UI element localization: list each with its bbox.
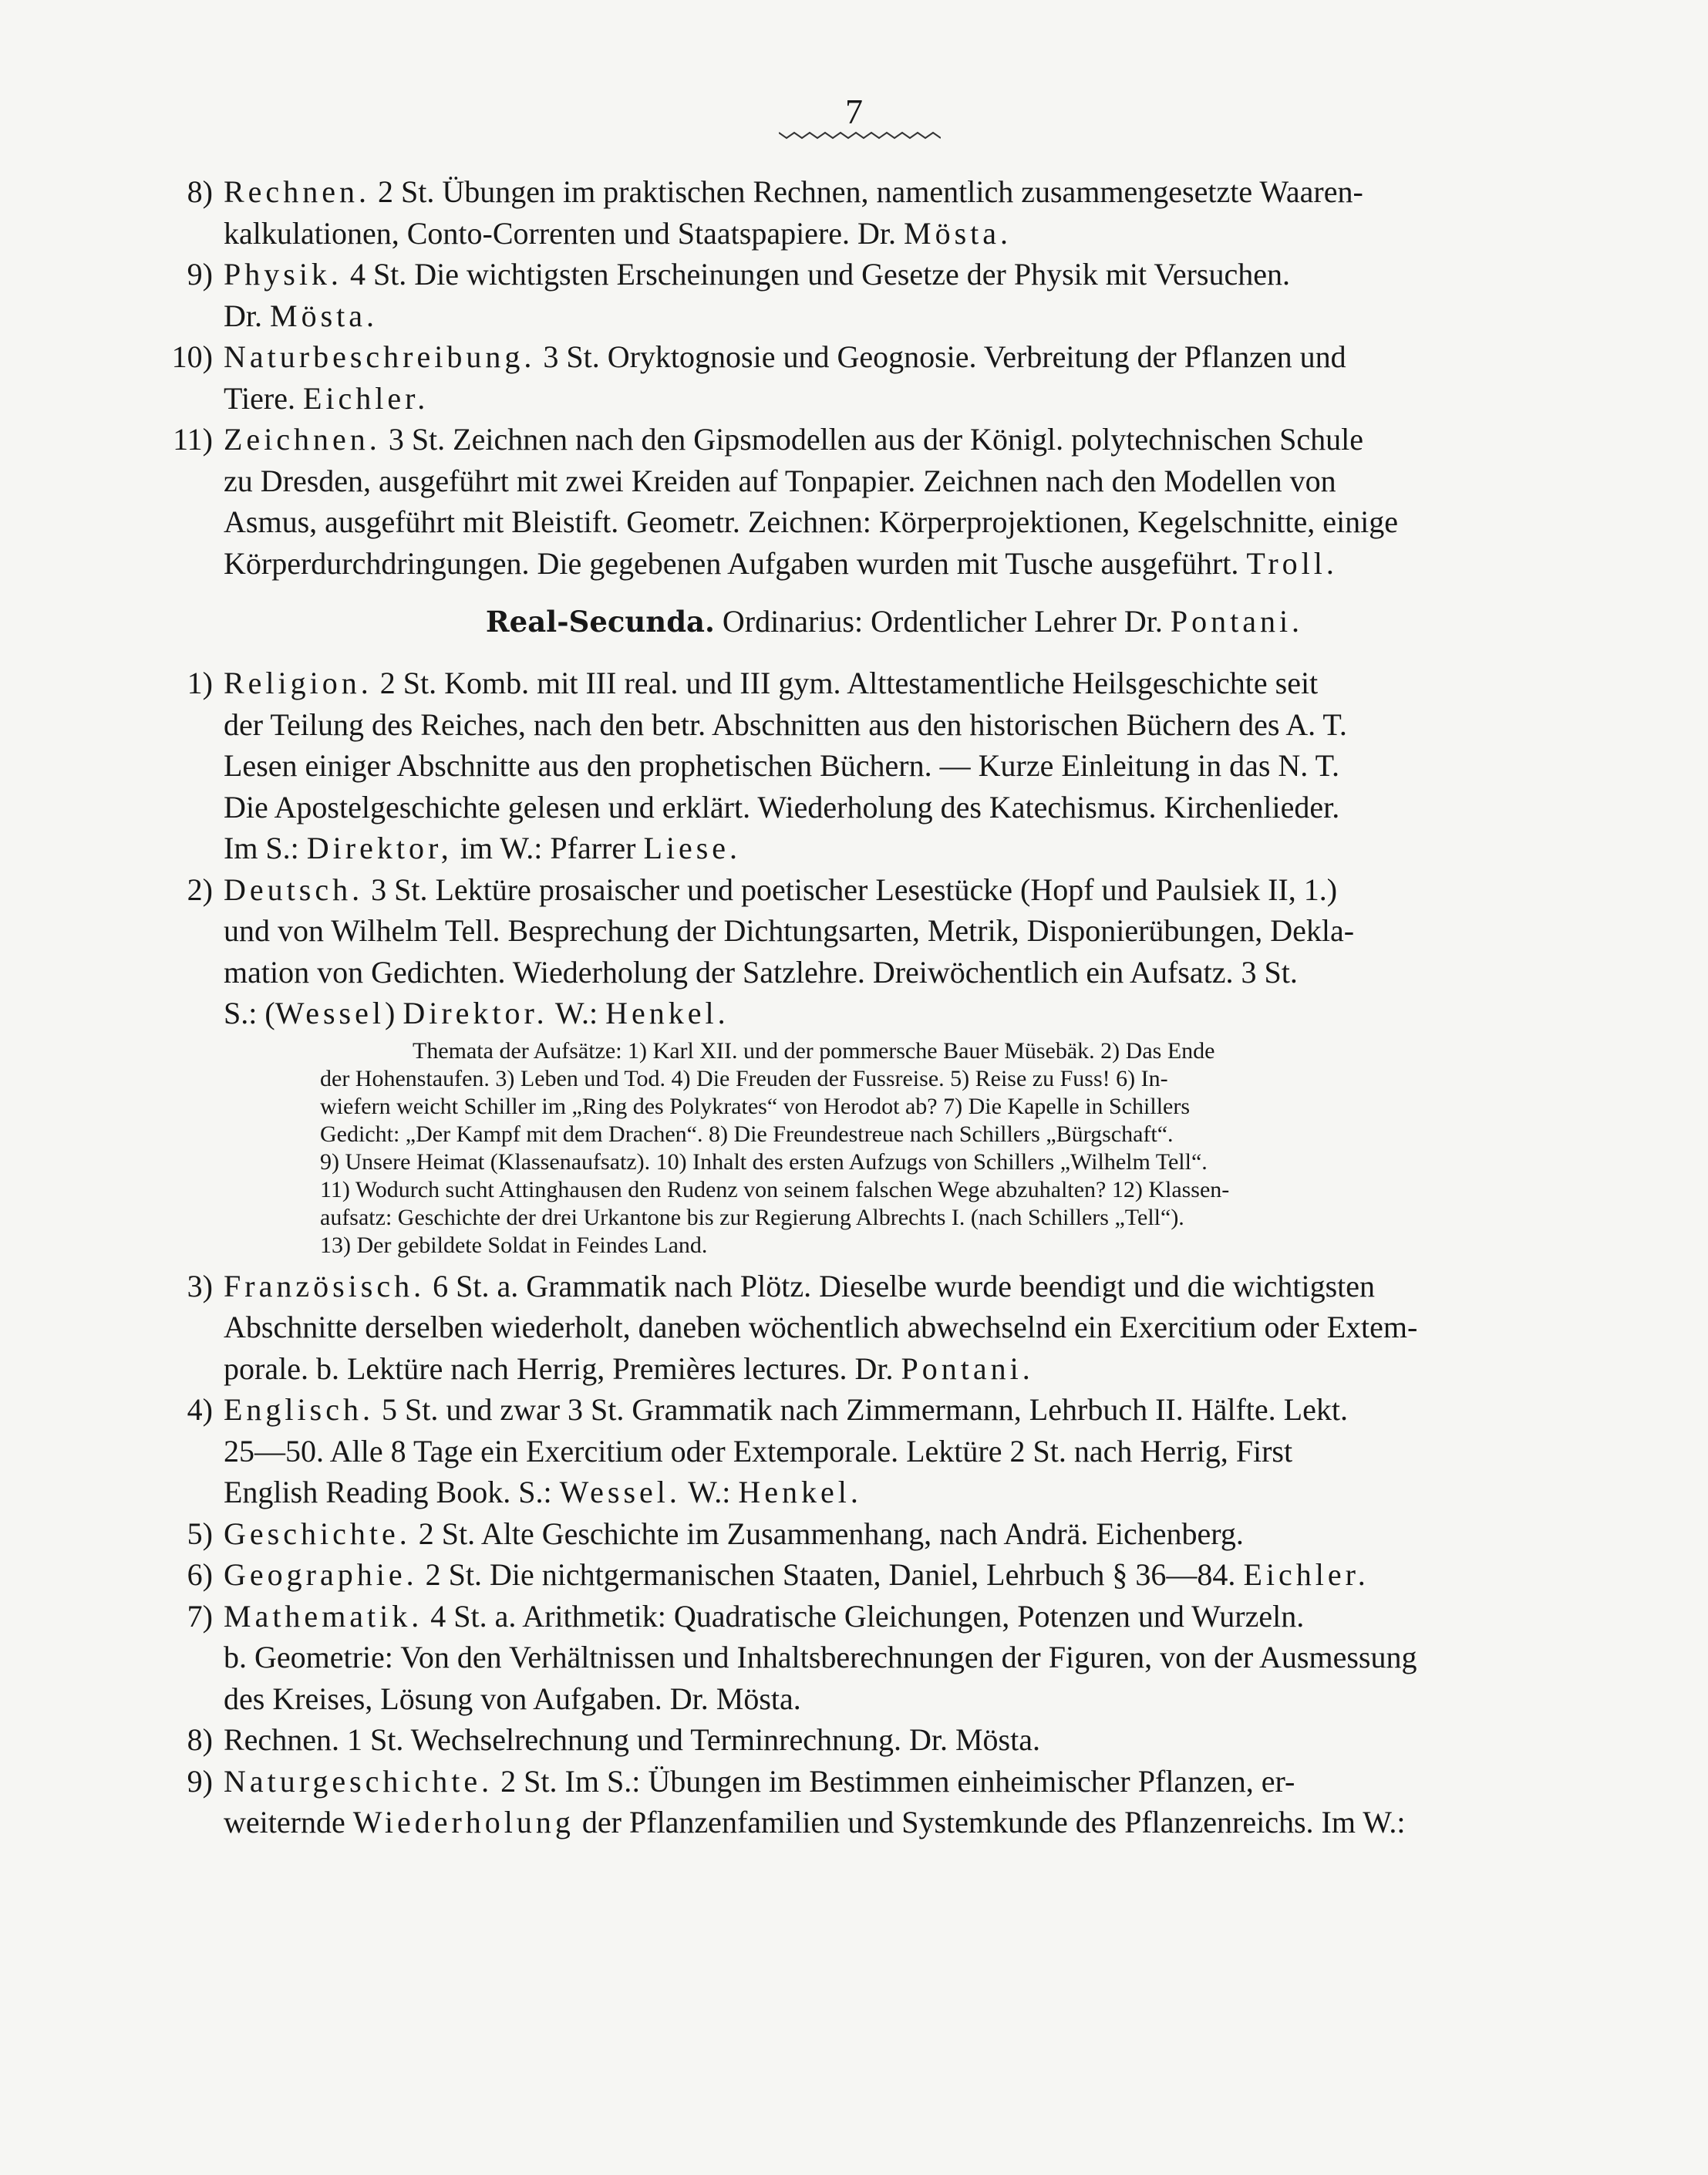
- teacher-name: Liese.: [643, 831, 742, 865]
- subject-title: Zeichnen.: [224, 422, 381, 457]
- essay-topics-line: aufsatz: Geschichte der drei Urkantone bis zur Regierung Albrechts I. (nach Schillers „Tell“).: [320, 1204, 1184, 1230]
- class-title: Real-Secunda.: [485, 605, 715, 639]
- entry-text: 25—50. Alle 8 Tage ein Exercitium oder Extemporale. Lektüre 2 St. nach Herrig, First: [224, 1433, 1293, 1469]
- teacher-name: Troll.: [1246, 545, 1338, 581]
- page-content: [154, 171, 1565, 1843]
- entry-text: Asmus, ausgeführt mit Bleistift. Geometr. Zeichnen: Körperprojektionen, Kegelschnitte, einige: [224, 504, 1398, 539]
- entry-number: 11): [173, 422, 213, 457]
- ordinarius-name: Pontani.: [1170, 604, 1304, 639]
- entry-text: W.:: [547, 996, 606, 1030]
- entry-text: 3 St. Oryktognosie und Geognosie. Verbreitung der Pflanzen und: [535, 339, 1346, 374]
- entry-text: 2 St. Die nichtgermanischen Staaten, Daniel, Lehrbuch § 36—84.: [417, 1557, 1244, 1592]
- entry-physik: [154, 254, 1565, 336]
- entry-text: 4 St. Die wichtigsten Erscheinungen und Gesetze der Physik mit Versuchen.: [342, 257, 1290, 292]
- entry-number: 6): [187, 1557, 213, 1592]
- entry-text: ): [385, 996, 403, 1030]
- teacher-name: Direktor.: [403, 996, 548, 1030]
- entry-text: b. Geometrie: Von den Verhältnissen und Inhaltsberechnungen der Figuren, von der Ausmessung: [224, 1640, 1417, 1674]
- entry-number: 8): [187, 1722, 213, 1757]
- teacher-name: Wessel.: [559, 1475, 681, 1509]
- essay-topics-line: 11) Wodurch sucht Attinghausen den Rudenz von seinem falschen Wege abzuhalten? 12) Klassen-: [320, 1176, 1230, 1202]
- entry-text: Tiere.: [224, 380, 303, 416]
- teacher-name: Mösta.: [716, 1681, 801, 1716]
- entry-number: 5): [187, 1516, 213, 1551]
- section-heading: [154, 601, 1565, 642]
- teacher-name: Eichenberg.: [1096, 1516, 1244, 1551]
- teacher-name: Mösta.: [904, 215, 1012, 251]
- teacher-name: Henkel.: [738, 1475, 862, 1509]
- teacher-name: Pontani.: [901, 1351, 1034, 1386]
- essay-topics-line: Themata der Aufsätze: 1) Karl XII. und der pommersche Bauer Müsebäk. 2) Das Ende: [413, 1037, 1215, 1064]
- entry-text: kalkulationen, Conto-Correnten und Staatspapiere. Dr.: [224, 215, 905, 251]
- entry-englisch: [154, 1389, 1565, 1513]
- teacher-name: Mösta.: [270, 298, 378, 333]
- entry-text: 2 St. Komb. mit III real. und III gym. Alttestamentliche Heilsgeschichte seit: [372, 666, 1319, 700]
- essay-topics: [154, 1037, 1565, 1259]
- teacher-name: Eichler.: [1243, 1557, 1369, 1592]
- entry-text: im W.: Pfarrer: [452, 831, 644, 865]
- entry-text: 1 St. Wechselrechnung und Terminrechnung. Dr.: [339, 1722, 955, 1757]
- subject-title: Physik.: [224, 257, 342, 292]
- ordinarius-text: Ordinarius: Ordentlicher Lehrer Dr.: [714, 604, 1171, 639]
- entry-text: Im S.:: [224, 831, 307, 865]
- entry-number: 9): [187, 1763, 213, 1799]
- subject-title: Rechnen.: [224, 1722, 339, 1757]
- essay-topics-line: 9) Unsere Heimat (Klassenaufsatz). 10) Inhalt des ersten Aufzugs von Schillers „Wilhelm Tell“.: [320, 1148, 1208, 1175]
- entry-text: und von Wilhelm Tell. Besprechung der Dichtungsarten, Metrik, Disponierübungen, Dekla-: [224, 913, 1355, 948]
- entry-text: porale. b. Lektüre nach Herrig, Premières lectures. Dr.: [224, 1351, 901, 1386]
- entry-text: des Kreises, Lösung von Aufgaben. Dr.: [224, 1681, 716, 1716]
- entry-text: 4 St. a. Arithmetik: Quadratische Gleichungen, Potenzen und Wurzeln.: [423, 1598, 1305, 1634]
- essay-topics-line: 13) Der gebildete Soldat in Feindes Land.: [320, 1232, 708, 1258]
- entry-text: 3 St. Lektüre prosaischer und poetischer Lesestücke (Hopf und Paulsiek II, 1.): [363, 872, 1338, 907]
- essay-topics-line: der Hohenstaufen. 3) Leben und Tod. 4) Die Freuden der Fussreise. 5) Reise zu Fuss! 6) In-: [320, 1065, 1168, 1091]
- entry-naturgeschichte: [154, 1761, 1565, 1843]
- entry-number: 10): [171, 339, 213, 374]
- subject-title: Religion.: [224, 666, 372, 700]
- essay-topics-line: Gedicht: „Der Kampf mit dem Drachen“. 8) Die Freundestreue nach Schillers „Bürgschaft“.: [320, 1121, 1174, 1147]
- entry-text: W.:: [680, 1475, 739, 1509]
- entry-text: zu Dresden, ausgeführt mit zwei Kreiden auf Tonpapier. Zeichnen nach den Modellen von: [224, 463, 1336, 498]
- subject-title: Deutsch.: [224, 872, 364, 907]
- teacher-name: Mösta.: [955, 1722, 1040, 1757]
- entry-rechnen-secunda: [154, 1719, 1565, 1761]
- subject-title: Naturbeschreibung.: [224, 339, 536, 374]
- entry-franzoesisch: [154, 1266, 1565, 1390]
- entry-number: 2): [187, 872, 213, 907]
- entry-geschichte: [154, 1513, 1565, 1555]
- entry-text: English Reading Book. S.:: [224, 1475, 560, 1509]
- subject-title: Naturgeschichte.: [224, 1763, 494, 1799]
- entry-deutsch: [154, 869, 1565, 1034]
- entry-text-spaced: Wiederholung: [352, 1805, 574, 1839]
- entry-text: 2 St. Übungen im praktischen Rechnen, namentlich zusammengesetzte Waaren-: [369, 174, 1363, 209]
- entry-text: Abschnitte derselben wiederholt, daneben wöchentlich abwechselnd ein Exercitium oder Extem-: [224, 1310, 1418, 1344]
- teacher-name: Wessel: [275, 996, 385, 1030]
- entry-text: 2 St. Im S.: Übungen im Bestimmen einheimischer Pflanzen, er-: [493, 1763, 1295, 1799]
- page-number: 7: [845, 92, 863, 131]
- entry-text: 2 St. Alte Geschichte im Zusammenhang, nach Andrä.: [410, 1516, 1097, 1551]
- entry-text: Dr.: [224, 298, 270, 333]
- entry-text: der Pflanzenfamilien und Systemkunde des Pflanzenreichs. Im W.:: [574, 1805, 1406, 1839]
- entry-text: S.: (: [224, 996, 275, 1030]
- entry-text: 5 St. und zwar 3 St. Grammatik nach Zimmermann, Lehrbuch II. Hälfte. Lekt.: [373, 1392, 1348, 1427]
- entry-text: Körperdurchdringungen. Die gegebenen Aufgaben wurden mit Tusche ausgeführt.: [224, 545, 1247, 581]
- entry-text: weiternde: [224, 1805, 353, 1839]
- entry-text: Die Apostelgeschichte gelesen und erklärt. Wiederholung des Katechismus. Kirchenlieder.: [224, 789, 1340, 824]
- entry-number: 1): [187, 666, 213, 700]
- entry-text: mation von Gedichten. Wiederholung der Satzlehre. Dreiwöchentlich ein Aufsatz. 3 St.: [224, 954, 1298, 990]
- entry-number: 7): [187, 1598, 213, 1634]
- entry-number: 9): [187, 257, 213, 292]
- page-number-ornament: [779, 130, 941, 140]
- essay-topics-line: wiefern weicht Schiller im „Ring des Polykrates“ von Herodot ab? 7) Die Kapelle in Schillers: [320, 1093, 1191, 1119]
- subject-title: Rechnen.: [224, 174, 370, 209]
- entry-number: 8): [187, 174, 213, 209]
- teacher-name: Eichler.: [302, 380, 430, 416]
- entry-text: Lesen einiger Abschnitte aus den prophetischen Büchern. — Kurze Einleitung in das N. T.: [224, 748, 1340, 783]
- subject-title: Französisch.: [224, 1268, 426, 1303]
- entry-number: 4): [187, 1392, 213, 1427]
- subject-title: Geschichte.: [224, 1516, 411, 1551]
- teacher-name: Henkel.: [605, 996, 729, 1030]
- subject-title: Mathematik.: [224, 1598, 423, 1634]
- entry-rechnen-prima: [154, 171, 1565, 254]
- entry-mathematik: [154, 1596, 1565, 1720]
- entry-religion: [154, 663, 1565, 869]
- entry-zeichnen: [154, 419, 1565, 584]
- entry-text: 6 St. a. Grammatik nach Plötz. Dieselbe wurde beendigt und die wichtigsten: [425, 1268, 1376, 1303]
- subject-title: Englisch.: [224, 1392, 374, 1427]
- entry-geographie: [154, 1554, 1565, 1596]
- entry-naturbeschreibung: [154, 336, 1565, 419]
- entry-text: 3 St. Zeichnen nach den Gipsmodellen aus der Königl. polytechnischen Schule: [380, 422, 1363, 457]
- subject-title: Geographie.: [224, 1557, 418, 1592]
- teacher-name: Direktor,: [306, 831, 453, 865]
- entry-number: 3): [187, 1268, 213, 1303]
- entry-text: der Teilung des Reiches, nach den betr. Abschnitten aus den historischen Büchern des A. T.: [224, 706, 1347, 742]
